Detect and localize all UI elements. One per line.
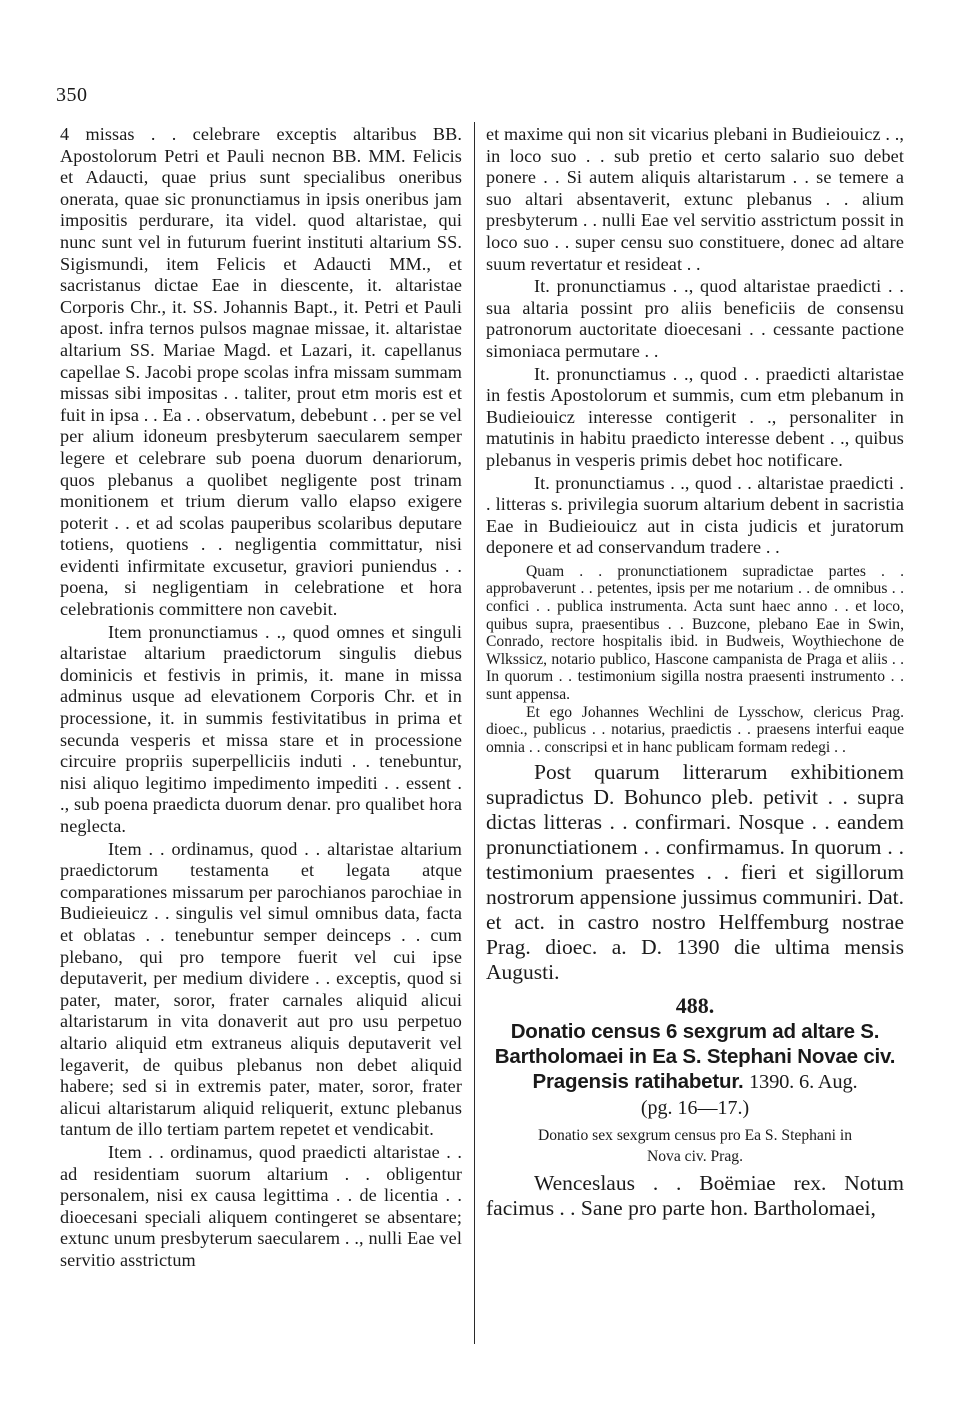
left-paragraph-3: Item . . ordinamus, quod . . altaristae altarium praedictorum testamenta et legata atque comparationes missarum per parochianos parochiae in Budieieuicz . . singulis vel simul omnibus data, facta et oblatas . . tenebuntur semper deinceps . . cum plebano, qui pro tempore fuerit vel cui ipse deputaverit, per medium dividere . . exceptis, quod si pater, mater, soror, frater carnales aliquid alicui altaristarum in vita donaverit aut pro usu perpetuo altario aliquid etm extraneus aliquis deputaverit vel legaverit, de quibus plebanus non debet aliquid habere; sed si in extremis pater, mater, soror, frater alicui altaristarum aliquid reliquerit, extunc plebanus tantum de illo tertiam partem repetet et vendicabit. [60, 838, 462, 1140]
left-paragraph-1: 4 missas . . celebrare exceptis altaribus BB. Apostolorum Petri et Pauli necnon BB. MM. Felicis et Adaucti, quae prius sunt specialibus oneribus onerata, quae sic pronunctiamus in ipsis oneribus jam impositis perdurare, ita videl. quod altaristae, qui nunc sunt vel in futurum fuerint instituti altarium SS. Sigismundi, item Felicis et Adaucti MM., et sacristanus dictae Eae in diescente, it. altaristae Corporis Chr., it. SS. Johannis Bapt., it. Petri et Pauli apost. infra ternos pulsos magnae missae, it. altaristae altarium SS. Mariae Magd. et Lazari, it. capellanus capellae S. Jacobi prope scolas infra missam summam missas sibi impositas . . taliter, prout etm moris est et fuit in ipsa . . Ea . . observatum, debebunt . . per se vel per alium idoneum presbyterum saecularem semper legere et celebrare sub poena duorum denariorum, quos plebanus a quolibet negligente post trinam monitionem et trium dierum vallo elapso exigere poterit . . et ad scolas pauperibus scolaribus deputare totiens, quotiens . . negligentia committatur, nisi evidenti infirmitate excusetur, graviori puniendus . . poena, si negligentiam in celebratione et hora celebrationis committere non cavebit. [60, 124, 462, 620]
notary-paragraph-1: Quam . . pronunctiationem supradictae partes . . approbaverunt . . petentes, ipsis per me notarium . . de omnibus . . confici . . publica instrumenta. Acta sunt haec anno . . et loco, quibus supra, praesentibus . . Buzcone, plebano Eae in Swin, Conrado, rectore hospitalis ibid. in Budweis, Woythiechone de Wlkssicz, notario publico, Hascone campanista de Praga et aliis . . In quorum . . testimonium sigilla nostra praesenti instrumento . . sunt appensa. [486, 562, 904, 704]
document-opening-text: Wenceslaus . . Boëmiae rex. Notum facimus . . Sane pro parte hon. Bartholomaei, [486, 1171, 904, 1221]
document-number: 488. [675, 993, 715, 1019]
page-number: 350 [56, 84, 88, 106]
right-paragraph-2: It. pronunctiamus . ., quod altaristae praedicti . . sua altaria possint pro aliis beneficiis de consensu patronorum auctoritate dioecesani . . cessante pactione simoniaca permutare . . [486, 276, 904, 361]
document-pages: (pg. 16—17.) [640, 1097, 750, 1120]
column-divider [474, 122, 475, 1344]
document-title [486, 1019, 904, 1095]
document-summary-line-1: Donatio sex sexgrum census pro Ea S. Stephani in [538, 1127, 852, 1145]
left-paragraph-4: Item . . ordinamus, quod praedicti altaristae . . ad residentiam suorum altarium . . obligentur personalem, nisi ex causa legittima . . de licentia . . dioecesani speciali aliquem contingeret se absentare; extunc unum presbyterum saecularem . ., nulli Eae vel servitio asstrictum [60, 1141, 462, 1270]
right-paragraph-1: et maxime qui non sit vicarius plebani in Budieiouicz . ., in loco suo . . sub pretio et certo salario suo debet ponere . . Si autem aliquis altaristarum . . se temere a suo altari absentaverit, extunc plebanus . . alium presbyterum . . nulli Eae vel servitio asstrictum possit in loco suo . . super censu suo constituere, donec ad altare suum revertatur et resideat . . [486, 124, 904, 274]
spacer [486, 985, 904, 993]
notary-paragraph-2: Et ego Johannes Wechlini de Lysschow, clericus Prag. dioec., publicus . . notarius, praedictis . . praesens interfui eaque omnia . . conscripsi et in hanc publicam formam redegi . . [486, 703, 904, 756]
document-title-text: Donatio census 6 sexgrum ad altare S. Bartholomaei in Ea S. Stephani Novae civ. Pragensis ratihabetur. [494, 1020, 896, 1094]
document-summary-line-2: Nova civ. Prag. [647, 1148, 743, 1166]
right-column [486, 124, 904, 1221]
document-date: 1390. 6. Aug. [748, 1071, 858, 1094]
right-paragraph-4: It. pronunctiamus . ., quod . . altaristae praedicti . . litteras s. privilegia suorum altarium debent in sacristia Eae in Budieiouicz aut in cista judicis et juratorum deponere et ad conservandum tradere . . [486, 472, 904, 558]
right-paragraph-3: It. pronunctiamus . ., quod . . praedicti altaristae in festis Apostolorum et summis, cum etm plebanum in Budieiouicz interesse contigerit . ., personaliter in matutinis in habitu praedicto interesse debent . ., quibus plebanus in vesperis primis debet hoc notificare. [486, 363, 904, 470]
closing-paragraph: Post quarum litterarum exhibitionem supradictus D. Bohunco pleb. petivit . . supra dictas litteras . . confirmari. Nosque . . eandem pronunctiationem . . confirmamus. In quorum . . testimonium praesentes . . fieri et sigillorum nostrorum appensione jussimus communiri. Dat. et act. in castro nostro Helffemburg nostrae Prag. dioec. a. D. 1390 die ultima mensis Augusti. [486, 760, 905, 985]
left-paragraph-2: Item pronunctiamus . ., quod omnes et singuli altaristae altarium praedictorum singulis diebus dominicis et festivis in primis, it. mane in missa adminus usque ad elevationem Corporis Chr. et in processione, it. in summis festivitatibus in prima et secunda vesperis et missa stare et in processione circuire propriis superpelliciis induti . . tenebuntur, nisi aliquo legitimo impedimento impediti . . essent . ., sub poena praedicta duorum denar. pro qualibet hora neglecta. [60, 621, 462, 836]
left-column [60, 124, 462, 1271]
